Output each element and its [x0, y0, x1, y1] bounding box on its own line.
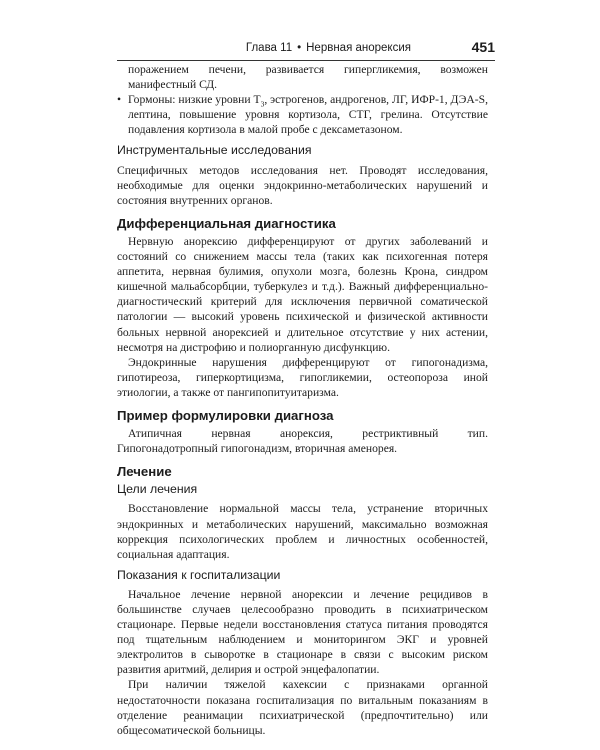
page-number: 451	[471, 39, 495, 55]
heading-differential-diagnosis: Дифференциальная диагностика	[117, 215, 336, 231]
paragraph-instrumental: Специфичных методов исследования нет. Проводят исследования, необходимые для оценки эндокринно-метаболических нарушений и состояния внутренних органов.	[117, 163, 488, 207]
paragraph-differential-2: Эндокринные нарушения дифференцируют от гипогонадизма, гипотиреоза, гиперкортицизма, гипогликемии, остеопороза иной этиологии, а также от пангипопитуитаризма.	[117, 355, 488, 399]
page-body	[117, 62, 488, 738]
heading-diagnosis-example: Пример формулировки диагноза	[117, 407, 334, 423]
running-head	[117, 38, 495, 58]
running-head-chapter: Глава 11 • Нервная анорексия	[245, 42, 411, 54]
heading-treatment: Лечение	[117, 464, 172, 480]
paragraph-hospitalization-1: Начальное лечение нервной анорексии и лечение рецидивов в большинстве случаев целесообразно проводить в психиатрическом стационаре. Первые недели восстановления статуса питания проводятся под тщательным наблюдением и мониторингом ЭКГ и уровней электролитов в сыворотке в стационаре в связи с высоким риском развития аритмий, делирия и острой энцефалопатии.	[117, 587, 488, 677]
paragraph-diagnosis-line-2: Гипогонадотропный гипогонадизм, вторичная аменорея.	[117, 442, 398, 456]
list-item-hormones	[117, 92, 488, 137]
header-rule	[117, 60, 495, 61]
subheading-treatment-goals: Цели лечения	[117, 482, 198, 497]
paragraph-differential-1: Нервную анорексию дифференцируют от других заболеваний и состояний со снижением массы тела (таких как психогенная потеря аппетита, нервная булимия, опухоли мозга, болезнь Крона, синдром кишечной мальабсорбции, туберкулез и т.д.). Важный дифференциально-диагностический критерий для исключения первичной соматической патологии — высокий уровень психической и физической активности больных нервной анорексией и длительное отсутствие у них астении, несмотря на дистрофию и полиорганную дисфункцию.	[117, 234, 488, 354]
bullet-icon: •	[117, 93, 122, 107]
paragraph-continued: поражением печени, развивается гипергликемия, возможен манифестный СД.	[128, 63, 488, 92]
subheading-instrumental: Инструментальные исследования	[117, 143, 312, 158]
paragraph-diagnosis-line-1: Атипичная нервная анорексия, рестриктивный тип.	[128, 427, 488, 441]
paragraph-treatment-goals: Восстановление нормальной массы тела, устранение вторичных эндокринных и метаболических нарушений, максимально возможная коррекция психологических проблем и личностных особенностей, социальная адаптация.	[117, 502, 488, 561]
paragraph-hormones: Гормоны: низкие уровни $Т_3$, эстрогенов, андрогенов, ЛГ, ИФР-1, ДЭА-S, лептина, повышение уровня кортизола, СТГ, грелина. Отсутствие подавления кортизола в малой пробе с дексаметазоном.	[128, 93, 488, 137]
subheading-hospitalization: Показания к госпитализации	[117, 567, 281, 582]
paragraph-hospitalization-2: При наличии тяжелой кахексии с признаками органной недостаточности показана госпитализация по витальным показаниям в отделение реанимации психиатрической (предпочтительно) или общесоматической больницы.	[117, 678, 488, 737]
